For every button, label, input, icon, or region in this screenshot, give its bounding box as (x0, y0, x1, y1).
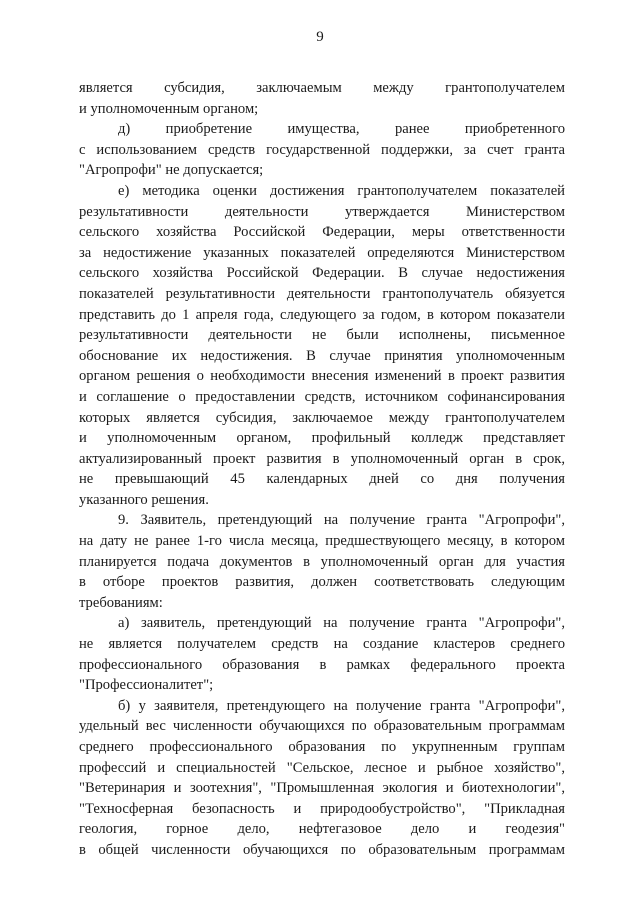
text-line: обоснование их недостижения. В случае принятия уполномоченным (79, 347, 565, 364)
text-line: д) приобретение имущества, ранее приобретенного (118, 121, 565, 138)
text-line: и соглашение о предоставлении средств, источником софинансирования (79, 388, 565, 405)
text-line: 9. Заявитель, претендующий на получение гранта "Агропрофи", (118, 512, 565, 529)
text-line: является субсидия, заключаемым между грантополучателем (79, 80, 565, 96)
text-line: "Ветеринария и зоотехния", "Промышленная экология и биотехнологии", (79, 780, 565, 797)
text-line: сельского хозяйства Российской Федерации, меры ответственности (79, 224, 565, 241)
text-line: е) методика оценки достижения грантополучателем показателей (118, 182, 565, 199)
text-line: результативности деятельности утверждается Министерством (79, 203, 565, 220)
text-line: в общей численности обучающихся по образовательным программам (79, 841, 565, 858)
text-line: органом решения о необходимости внесения изменений в проект развития (79, 368, 565, 385)
text-line: результативности деятельности не были исполнены, письменное (79, 327, 565, 344)
document-body (79, 78, 565, 861)
text-line: профессий и специальностей "Сельское, лесное и рыбное хозяйство", (79, 759, 565, 776)
text-line: на дату не ранее 1-го числа месяца, предшествующего месяцу, в котором (79, 533, 565, 550)
text-line: "Техносферная безопасность и природообустройство", "Прикладная (79, 800, 565, 817)
text-line: геология, горное дело, нефтегазовое дело и геодезия" (79, 821, 565, 838)
text-line: актуализированный проект развития в уполномоченный орган в срок, (79, 450, 565, 467)
text-line: удельный вес численности обучающихся по образовательным программам (79, 718, 565, 735)
text-line: которых является субсидия, заключаемое между грантополучателем (79, 409, 565, 426)
text-line: и уполномоченным органом; (79, 100, 259, 117)
text-line: "Профессионалитет"; (79, 677, 214, 694)
text-line: не является получателем средств на создание кластеров среднего (79, 636, 565, 653)
text-line: представить до 1 апреля года, следующего за годом, в котором показатели (79, 306, 565, 323)
text-line: б) у заявителя, претендующего на получение гранта "Агропрофи", (118, 697, 565, 714)
text-line: "Агропрофи" не допускается; (79, 162, 264, 179)
text-line: и уполномоченным органом, профильный колледж представляет (79, 430, 565, 447)
text-line: профессионального образования в рамках федерального проекта (79, 656, 565, 673)
text-line: не превышающий 45 календарных дней со дня получения (79, 471, 565, 488)
text-line: указанного решения. (79, 491, 209, 508)
text-line: а) заявитель, претендующий на получение гранта "Агропрофи", (118, 615, 565, 632)
text-line: показателей результативности деятельности грантополучатель обязуется (79, 285, 565, 302)
text-line: с использованием средств государственной поддержки, за счет гранта (79, 141, 565, 158)
text-line: среднего профессионального образования по укрупненным группам (79, 739, 565, 755)
text-line: планируется подача документов в уполномоченный орган для участия (79, 553, 565, 570)
text-line: сельского хозяйства Российской Федерации. В случае недостижения (79, 265, 565, 282)
text-line: в отборе проектов развития, должен соответствовать следующим (79, 574, 565, 591)
text-line: за недостижение указанных показателей определяются Министерством (79, 244, 565, 261)
page-number: 9 (316, 29, 324, 45)
text-line: требованиям: (79, 594, 163, 611)
